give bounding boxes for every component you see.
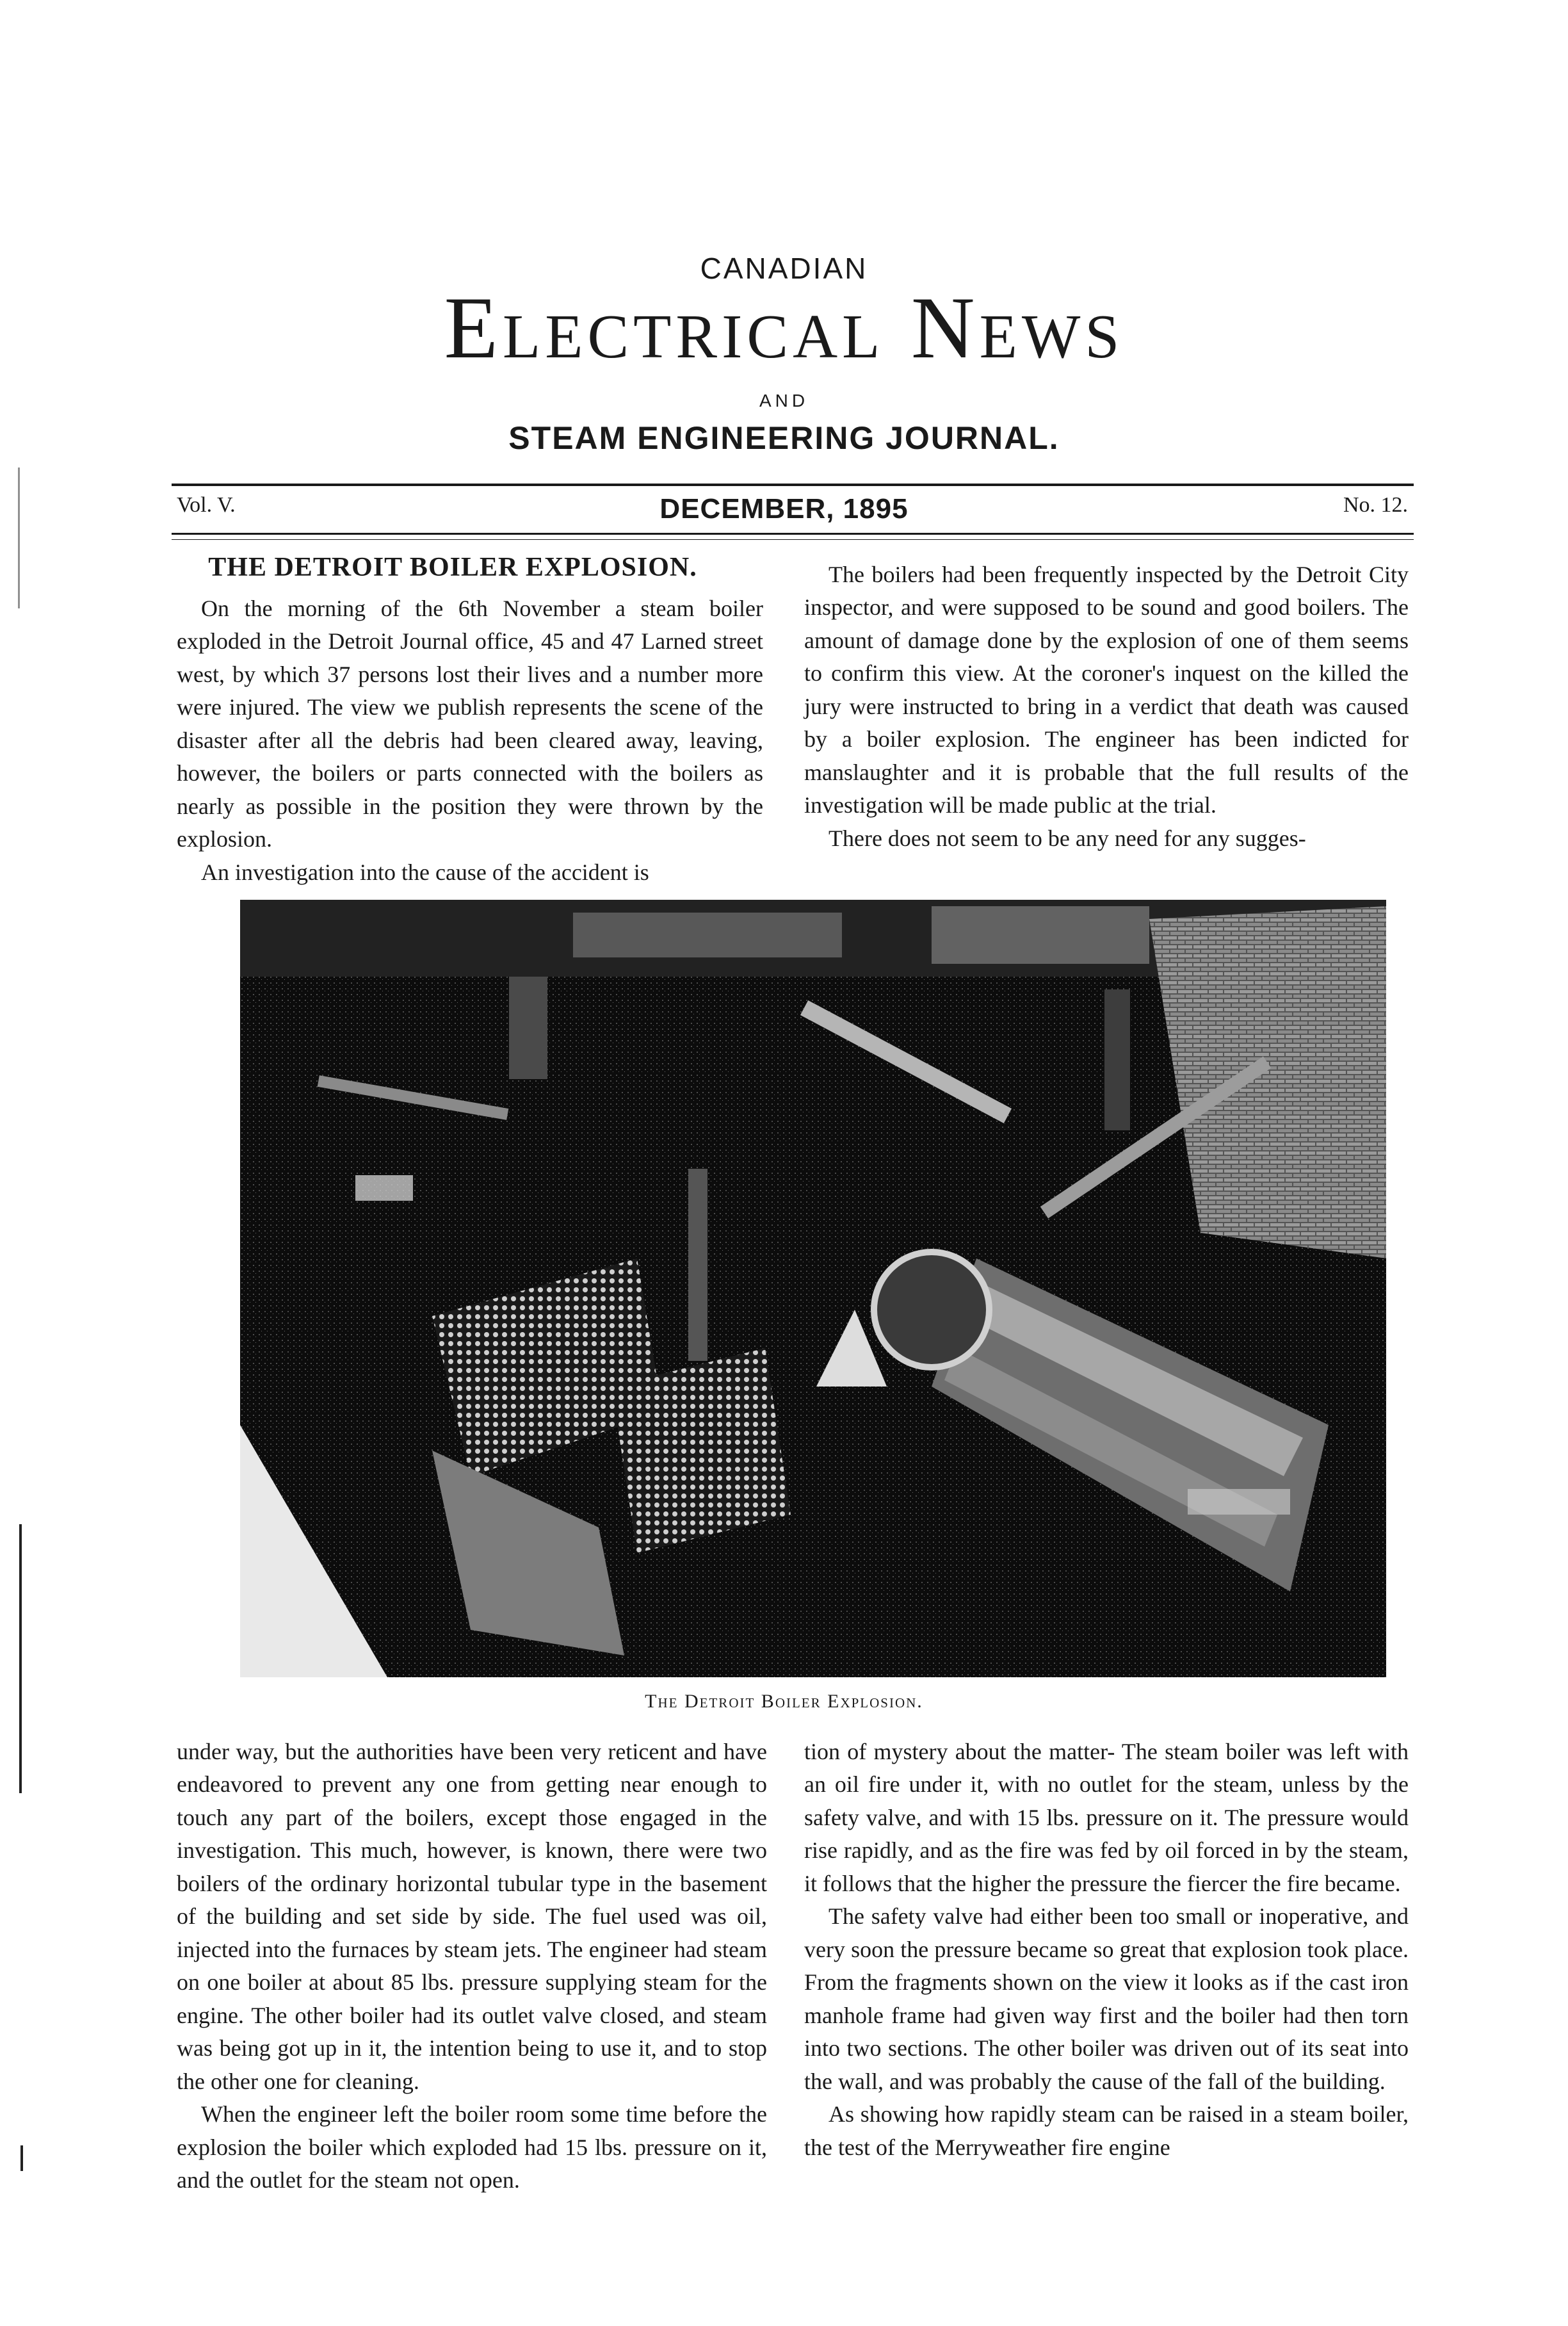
column-top-right [804, 558, 1409, 855]
scan-edge-mark [19, 1524, 22, 1793]
paragraph: When the engineer left the boiler room some time before the explosion the boiler which exploded had 15 lbs. pressure on it, and the outlet for the steam not open. [177, 2101, 767, 2193]
masthead-kicker: CANADIAN [700, 252, 868, 285]
scan-edge-mark [20, 2145, 23, 2171]
explosion-photograph [240, 900, 1386, 1677]
column-bottom-left [177, 1736, 767, 2197]
paragraph: An investigation into the cause of the accident is [201, 859, 649, 885]
masthead-subtitle: STEAM ENGINEERING JOURNAL. [508, 420, 1060, 456]
photo-caption: The Detroit Boiler Explosion. [645, 1691, 923, 1712]
scan-edge-mark [18, 468, 20, 608]
paragraph: There does not seem to be any need for any sugges- [828, 825, 1306, 851]
top-rule [172, 484, 1414, 486]
paragraph: As showing how rapidly steam can be raised in a steam boiler, the test of the Merryweather fire engine [804, 2101, 1409, 2160]
paragraph: The boilers had been frequently inspected by the Detroit City inspector, and were supposed to be sound and good boilers. The amount of damage done by the explosion of one of them seems to confirm this view. At the coroner's inquest on the killed the jury were instructed to bring in a verdict that death was caused by a boiler explosion. The engineer has been indicted for manslaughter and it is probable that the full results of the investigation will be made public at the trial. [804, 562, 1409, 818]
paragraph: under way, but the authorities have been very reticent and have endeavored to prevent any one from getting near enough to touch any part of the boilers, except those engaged in the investigation. This much, however, is known, there were two boilers of the ordinary horizontal tubular type in the basement of the building and set side by side. The fuel used was oil, injected into the furnaces by steam jets. The engineer had steam on one boiler at about 85 lbs. pressure supplying steam for the engine. The other boiler had its outlet valve closed, and steam was being got up in it, the intention being to use it, and to stop the other one for cleaning. [177, 1739, 767, 2094]
column-bottom-right [804, 1736, 1409, 2164]
article-headline: THE DETROIT BOILER EXPLOSION. [208, 553, 697, 582]
paragraph: On the morning of the 6th November a steam boiler exploded in the Detroit Journal office, 45 and 47 Larned street west, by which 37 persons lost their lives and a number more were injured. The view we publish represents the scene of the disaster after all the debris had been cleared away, leaving, however, the boilers or parts connected with the boilers as nearly as possible in the position they were thrown by the explosion. [177, 596, 763, 852]
column-top-left [177, 592, 763, 889]
masthead-and: AND [759, 391, 809, 411]
bottom-rule-thin [172, 539, 1414, 540]
volume-label: Vol. V. [177, 493, 236, 517]
issue-date: DECEMBER, 1895 [659, 493, 909, 525]
paragraph: tion of mystery about the matter- The steam boiler was left with an oil fire under it, with no outlet for the steam, unless by the safety valve, and with 15 lbs. pressure on it. The pressure would rise rapidly, and as the fire was fed by oil forced in by the steam, it follows that the higher the pressure the fiercer the fire became. [804, 1739, 1409, 1896]
masthead-title: Electrical News [444, 279, 1124, 377]
paragraph: The safety valve had either been too small or inoperative, and very soon the pressure became so great that explosion took place. From the fragments shown on the view it looks as if the cast iron manhole frame had given way first and the boiler had then torn into two sections. The other boiler was driven out of its seat into the wall, and was probably the cause of the fall of the building. [804, 1903, 1409, 2094]
bottom-rule [172, 533, 1414, 535]
issue-number: No. 12. [1343, 493, 1408, 517]
photo-illustration [240, 900, 1386, 1677]
